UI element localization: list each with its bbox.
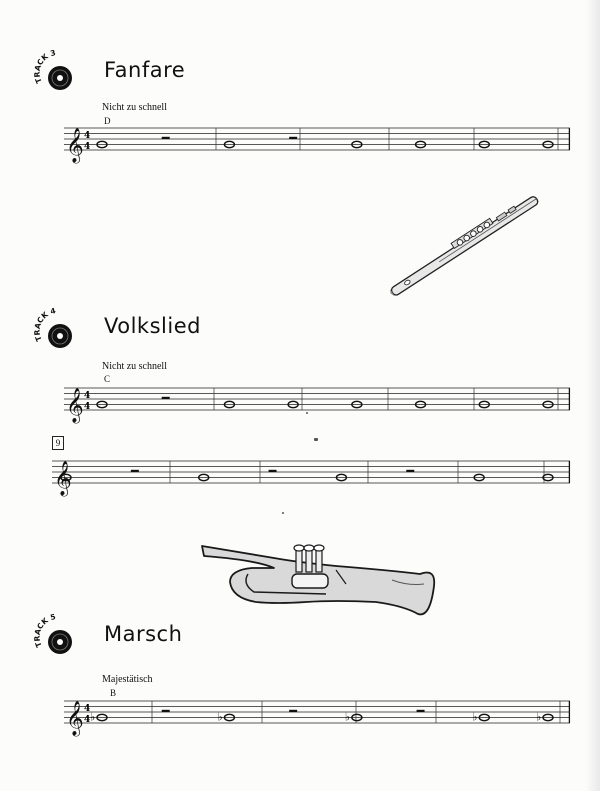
print-speck bbox=[314, 438, 318, 441]
cd-icon bbox=[32, 48, 80, 96]
cd-icon bbox=[32, 306, 80, 354]
half-rest bbox=[131, 470, 139, 472]
track-label: TRACK 3 bbox=[32, 48, 57, 85]
flat-sign: ♭ bbox=[536, 710, 542, 724]
flat-sign: ♭ bbox=[90, 710, 96, 724]
track-label: TRACK 4 bbox=[32, 306, 57, 343]
section-title: Volkslied bbox=[104, 314, 201, 338]
flat-sign: ♭ bbox=[472, 710, 478, 724]
treble-clef: 𝄞 bbox=[66, 128, 84, 163]
half-rest bbox=[162, 137, 170, 139]
print-speck bbox=[306, 412, 308, 414]
half-rest bbox=[289, 137, 297, 139]
half-rest bbox=[289, 710, 297, 712]
chord-symbol: B bbox=[110, 688, 117, 698]
chord-symbol: C bbox=[104, 374, 111, 384]
tempo-marking: Nicht zu schnell bbox=[102, 361, 167, 372]
chord-symbol: D bbox=[104, 116, 111, 126]
tempo-marking: Majestätisch bbox=[102, 674, 153, 685]
half-rest bbox=[406, 470, 414, 472]
track-label: TRACK 5 bbox=[32, 612, 57, 649]
print-speck bbox=[282, 512, 284, 514]
time-signature-bottom: 4 bbox=[84, 402, 91, 412]
treble-clef: 𝄞 bbox=[66, 388, 84, 423]
flute-illustration bbox=[376, 196, 556, 300]
half-rest bbox=[162, 397, 170, 399]
page-gutter-shadow bbox=[586, 0, 600, 791]
treble-clef: 𝄞 bbox=[66, 701, 84, 736]
section-title: Marsch bbox=[104, 622, 183, 646]
flat-sign: ♭ bbox=[217, 710, 223, 724]
tempo-marking: Nicht zu schnell bbox=[102, 102, 167, 113]
half-rest bbox=[417, 710, 425, 712]
time-signature-top: 4 bbox=[84, 131, 91, 141]
trumpet-illustration bbox=[196, 540, 440, 630]
music-staff bbox=[64, 386, 570, 423]
time-signature-bottom: 4 bbox=[84, 142, 91, 152]
half-rest bbox=[269, 470, 277, 472]
time-signature-top: 4 bbox=[84, 704, 91, 714]
music-staff bbox=[52, 459, 570, 496]
music-staff bbox=[64, 126, 570, 163]
flat-sign: ♭ bbox=[344, 710, 351, 724]
music-staff bbox=[64, 699, 570, 736]
section-title: Fanfare bbox=[104, 58, 186, 82]
time-signature-top: 4 bbox=[84, 391, 91, 401]
cd-icon bbox=[32, 612, 80, 660]
time-signature-bottom: 4 bbox=[84, 715, 91, 725]
half-rest bbox=[162, 710, 170, 712]
treble-clef: 𝄞 bbox=[54, 461, 72, 496]
bar-number: 9 bbox=[52, 436, 64, 450]
